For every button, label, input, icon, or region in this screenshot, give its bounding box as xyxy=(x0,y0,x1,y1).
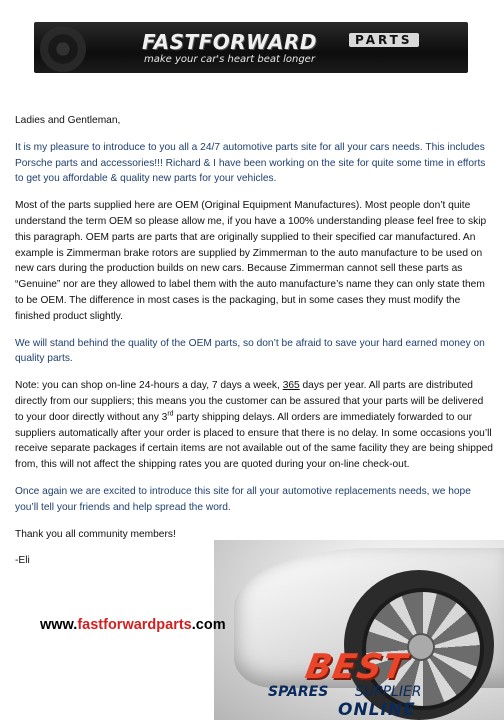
shipping-text-c: party shipping delays. All orders are immediately forwarded to our suppliers automatically after your order is placed to ensure that there is no delay. In some occasions you’ll receive separate packages if certain items are not available out of the same facility they are being shipped from, this will not affect the shipping rates you are quoted during your on-line check-out. xyxy=(15,411,493,471)
best-text: BEST xyxy=(302,647,411,687)
best-logo xyxy=(302,647,436,687)
signature: -Eli xyxy=(15,555,30,567)
website-link[interactable] xyxy=(40,617,226,633)
spares-text: SPARES xyxy=(268,684,329,700)
shipping-text-b: days per year. All parts are distributed directly from our suppliers; this means you the customer can be assured that your parts will be delivered to your door directly without any 3 xyxy=(15,380,484,423)
quality-paragraph: We will stand behind the quality of the OEM parts, so don’t be afraid to save your hard earned money on quality parts. xyxy=(15,337,485,365)
url-brand: fastforwardparts xyxy=(77,617,192,633)
supplier-text: SUPPLIER xyxy=(355,684,422,700)
shipping-paragraph xyxy=(15,378,493,473)
header-banner xyxy=(34,22,468,73)
salutation: Ladies and Gentleman, xyxy=(15,115,121,126)
oem-paragraph: Most of the parts supplied here are OEM (Original Equipment Manufactures). Most people don’t quite understand the term OEM so please allow me, if you have a 100% understanding please feel free to skip this paragraph. OEM parts are parts that are originally supplied to their specified car manufactured. An example is Zimmerman brake rotors are supplied by Zimmerman to the auto manufacture to be used on new cars during the production builds on new cars. Because Zimmerman cannot sell these parts as “Genuine” nor are they allowed to label them with the auto manufacture’s name they can only state them to be OEM. The difference in most cases is the packaging, but in some cases they must modify the finished product slightly. xyxy=(15,200,487,322)
closing-paragraph: Once again we are excited to introduce this site for all your automotive replacements needs, we hope you’ll tell your friends and help spread the word. xyxy=(15,485,471,513)
shipping-text-a: Note: you can shop on-line 24-hours a day, 7 days a week, xyxy=(15,380,283,392)
brand-parts-badge: PARTS xyxy=(349,33,419,47)
brand-tagline: make your car's heart beat longer xyxy=(144,54,315,65)
letter-body xyxy=(15,113,493,580)
online-text: ONLINE xyxy=(338,700,416,720)
url-suffix: .com xyxy=(191,617,226,633)
intro-paragraph: It is my pleasure to introduce to you all a 24/7 automotive parts site for all your cars needs. This includes Porsche parts and accessories!!! Richard & I have been working on the site for quite some time in efforts to get you affordable & quality new parts for your vehicles. xyxy=(15,141,486,185)
brake-rotor-icon xyxy=(40,26,86,72)
ordinal-suffix: rd xyxy=(167,410,174,418)
brand-logo: FASTFORWARD xyxy=(142,30,318,54)
thanks-line: Thank you all community members! xyxy=(15,528,176,540)
url-prefix: www. xyxy=(40,617,78,633)
days-number: 365 xyxy=(282,380,300,392)
